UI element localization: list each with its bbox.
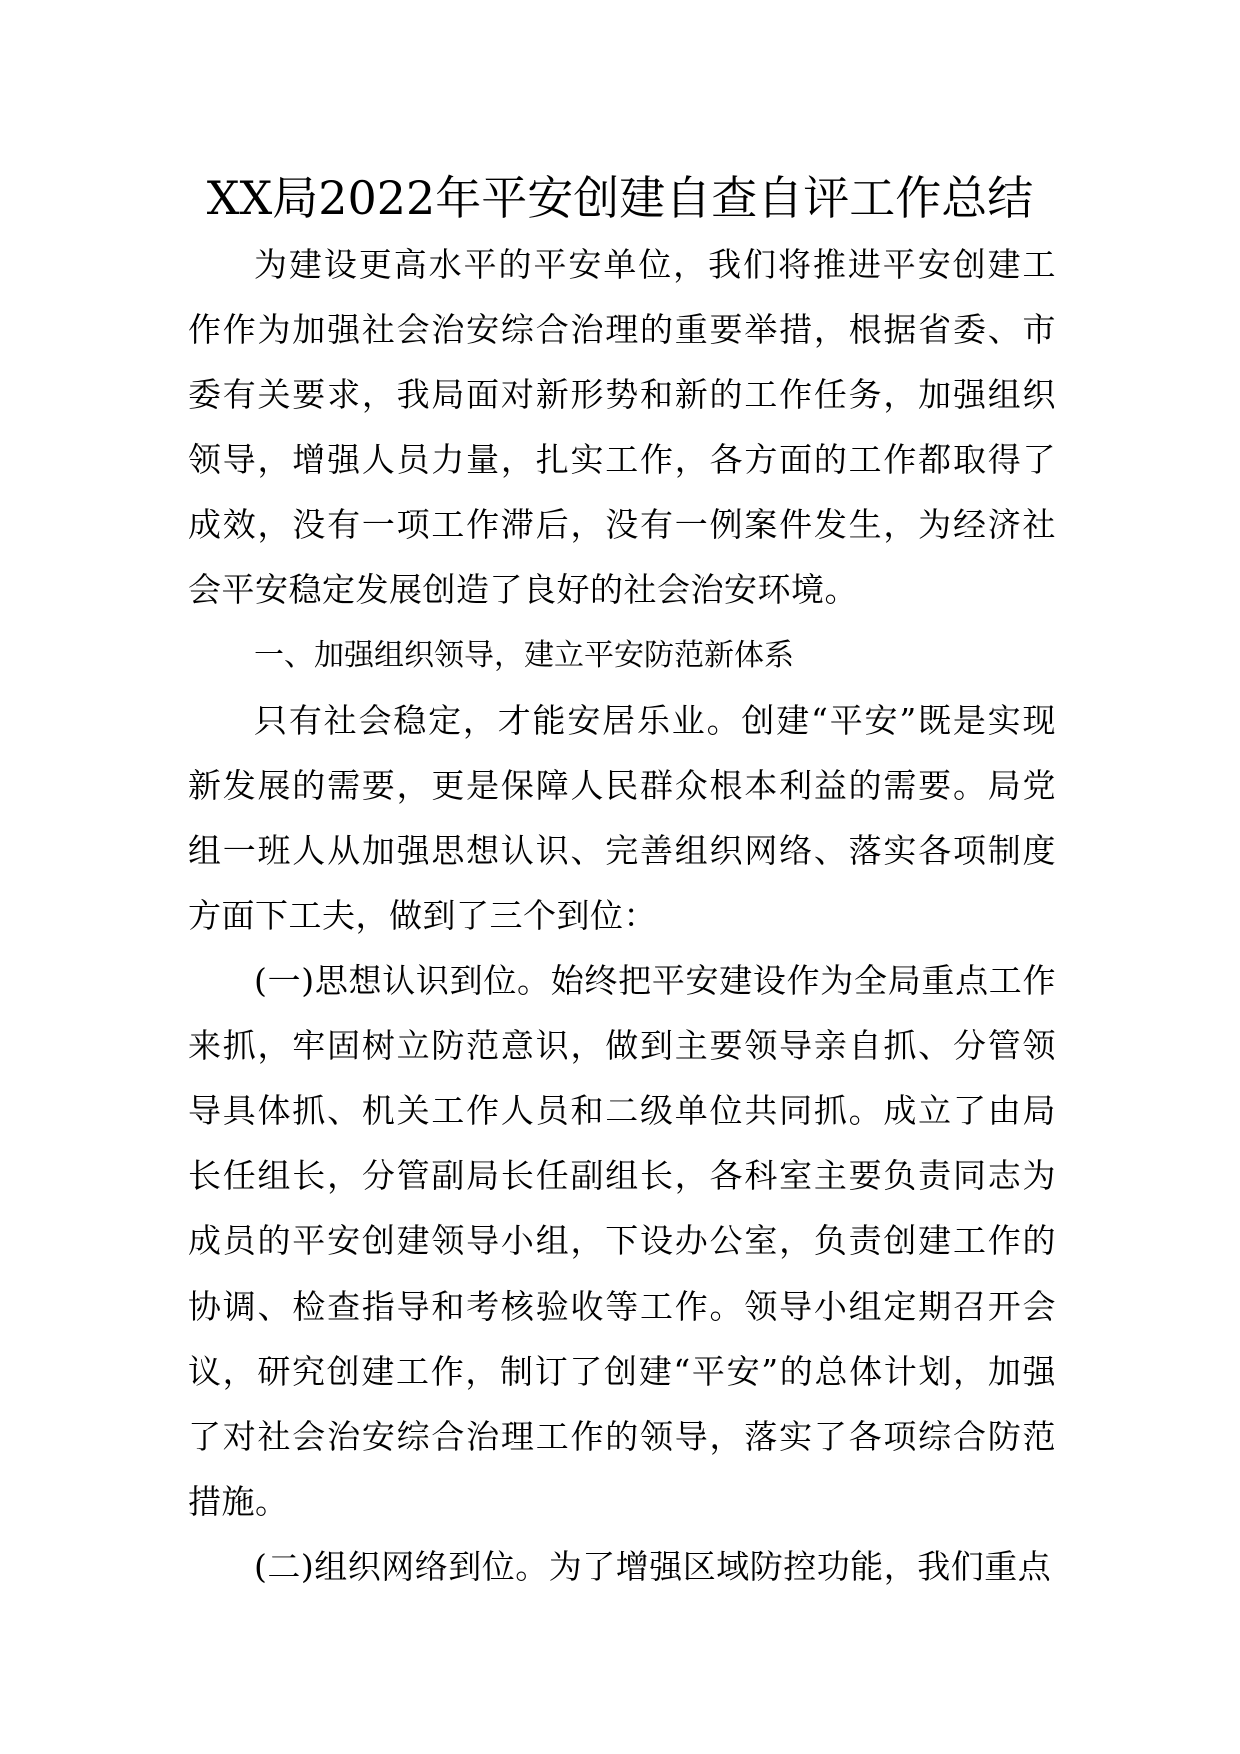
subsection-2-paragraph: (二)组织网络到位。为了增强区域防控功能，我们重点: [254, 1546, 1052, 1586]
intro-paragraph: 为建设更高水平的平安单位，我们将推进平安创建工作作为加强社会治安综合治理的重要举措，根据省委、市委有关要求，我局面对新形势和新的工作任务，加强组织领导，增强人员力量，扎实工作，各方面的工作都取得了成效，没有一项工作滞后，没有一例案件发生，为经济社会平安稳定发展创造了良好的社会治安环境。: [188, 245, 1056, 610]
document-body: [188, 232, 1056, 1599]
subsection-1-paragraph: (一)思想认识到位。始终把平安建设作为全局重点工作来抓，牢固树立防范意识，做到主要领导亲自抓、分管领导具体抓、机关工作人员和二级单位共同抓。成立了由局长任组长，分管副局长任副组长，各科室主要负责同志为成员的平安创建领导小组，下设办公室，负责创建工作的协调、检查指导和考核验收等工作。领导小组定期召开会议，研究创建工作，制订了创建“平安”的总体计划，加强了对社会治安综合治理工作的领导，落实了各项综合防范措施。: [188, 961, 1056, 1521]
section-heading-1: 一、加强组织领导，建立平安防范新体系: [254, 637, 794, 673]
section-1-paragraph: 只有社会稳定，才能安居乐业。创建“平安”既是实现新发展的需要，更是保障人民群众根本利益的需要。局党组一班人从加强思想认识、完善组织网络、落实各项制度方面下工夫，做到了三个到位：: [188, 700, 1056, 935]
document-title: XX局2022年平安创建自查自评工作总结: [206, 171, 1034, 225]
